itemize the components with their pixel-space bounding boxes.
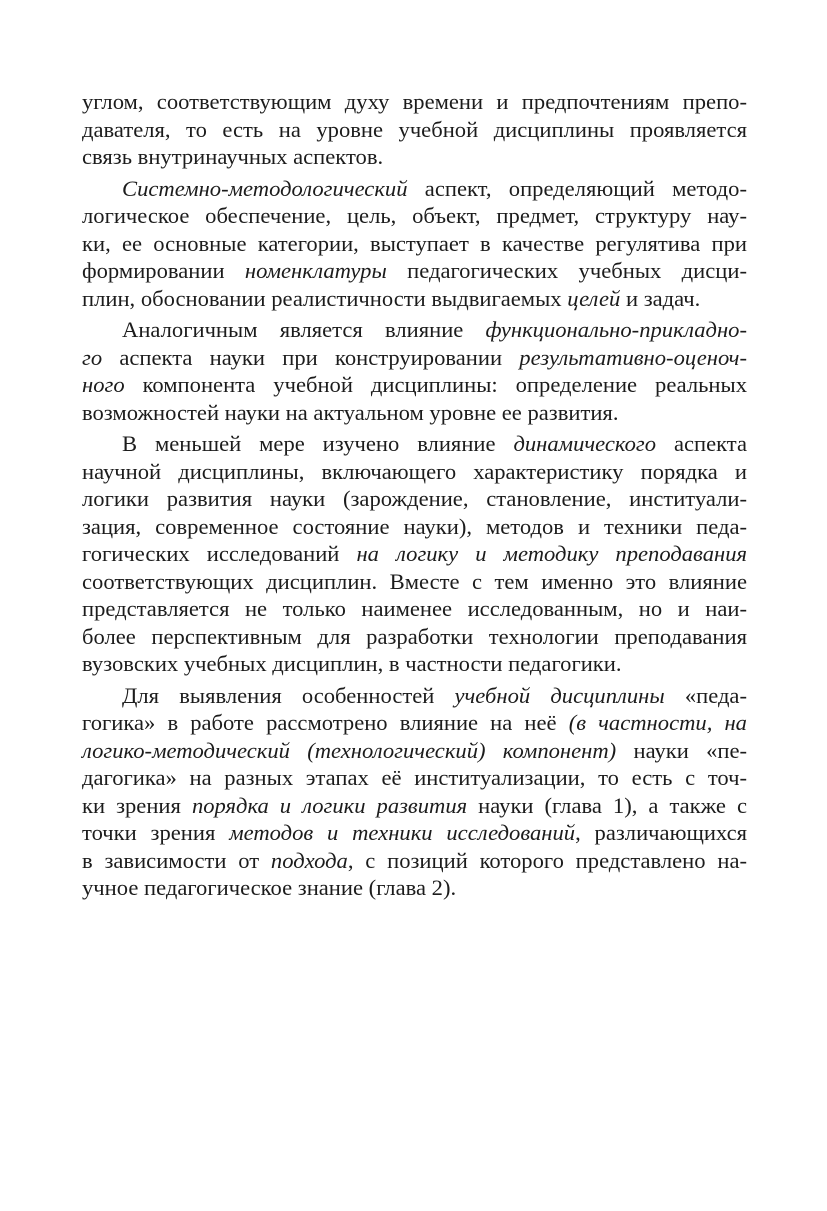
text-line — [82, 568, 747, 596]
text-line — [82, 485, 747, 513]
italic-run: ного — [82, 372, 125, 397]
text-run: аспекта — [656, 431, 747, 456]
text-line — [82, 458, 747, 486]
text-run: аспект, определяющий методо- — [407, 175, 747, 201]
text-run: логическое обеспечение, цель, объект, предмет, структуру нау- — [82, 203, 747, 228]
text-line — [82, 847, 747, 875]
text-run: научной дисциплины, включающего характеристику порядка и — [82, 458, 747, 484]
text-run: возможностей науки на актуальном уровне ее развития. — [82, 399, 619, 425]
text-line — [82, 257, 747, 285]
text-run: логики развития науки (зарождение, становление, институали- — [82, 486, 747, 511]
text-run: «педа- — [664, 682, 747, 708]
text-line — [82, 709, 747, 737]
paragraph — [82, 175, 747, 313]
italic-run: целей — [567, 285, 621, 311]
text-line — [82, 399, 747, 427]
text-line — [82, 513, 747, 541]
text-line — [82, 540, 747, 568]
text-line — [82, 344, 747, 372]
text-line — [82, 430, 747, 458]
text-run: дагогика» на разных этапах её институализации, то есть с точ- — [82, 765, 747, 790]
text-run: более перспективным для разработки технологии преподавания — [82, 623, 747, 649]
italic-run: логико-методический (технологический) компонент) — [82, 737, 617, 763]
text-run: и задач. — [620, 285, 701, 311]
text-run: , с позиций которого представлено на- — [347, 847, 748, 873]
text-line — [82, 595, 747, 623]
text-run: ки, ее основные категории, выступает в качестве регулятива при — [82, 230, 747, 256]
text-run: в зависимости от — [82, 847, 271, 873]
text-run: вузовских учебных дисциплин, в частности педагогики. — [82, 651, 622, 676]
text-run: представляется не только наименее исследованным, но и наи- — [82, 596, 747, 621]
paragraph — [82, 88, 747, 171]
text-run: Для выявления особенностей — [122, 682, 455, 708]
text-line — [82, 819, 747, 847]
italic-run: го — [82, 344, 103, 370]
italic-run: динамического — [513, 431, 657, 456]
text-run: науки «пе- — [616, 737, 748, 763]
italic-run: номенклатуры — [244, 258, 387, 283]
italic-run: Системно-методологический — [122, 175, 408, 201]
text-line — [82, 143, 747, 171]
text-line — [82, 371, 747, 399]
text-line — [82, 285, 747, 313]
text-run: соответствующих дисциплин. Вместе с тем именно это влияние — [82, 568, 747, 594]
text-line — [82, 88, 747, 116]
italic-run: методов и техники исследований — [229, 820, 576, 845]
text-line — [82, 202, 747, 230]
italic-run: учебной дисциплины — [454, 682, 665, 708]
text-run: гогических исследований — [82, 541, 357, 566]
text-run: точки зрения — [82, 820, 230, 845]
text-line — [82, 623, 747, 651]
text-run: науки (глава 1), а также с — [467, 792, 747, 818]
italic-run: подхода — [270, 847, 348, 873]
italic-run: результативно-оценоч- — [519, 344, 747, 370]
text-run: связь внутринаучных аспектов. — [82, 144, 384, 169]
text-run: В меньшей мере изучено влияние — [122, 431, 514, 456]
text-run: зация, современное состояние науки), методов и техники педа- — [82, 513, 747, 539]
italic-run: (в частности, на — [568, 710, 747, 735]
text-line — [82, 874, 747, 902]
text-line — [82, 792, 747, 820]
italic-run: функционально-прикладно- — [485, 317, 747, 342]
text-line — [82, 116, 747, 144]
body-text — [82, 88, 747, 902]
paragraph — [82, 430, 747, 678]
text-run: давателя, то есть на уровне учебной дисциплины проявляется — [82, 116, 747, 142]
text-run: углом, соответствующим духу времени и предпочтениям препо- — [82, 89, 747, 114]
paragraph — [82, 316, 747, 426]
text-run: компонента учебной дисциплины: определение реальных — [124, 372, 747, 397]
text-line — [82, 682, 747, 710]
text-run: гогика» в работе рассмотрено влияние на неё — [82, 710, 569, 735]
text-line — [82, 737, 747, 765]
text-run: аспекта науки при конструировании — [102, 344, 520, 370]
text-run: формировании — [82, 258, 245, 283]
text-run: , различающихся — [575, 820, 747, 845]
text-line — [82, 316, 747, 344]
text-run: плин, обосновании реалистичности выдвигаемых — [82, 285, 568, 311]
text-line — [82, 650, 747, 678]
text-run: педагогических учебных дисци- — [386, 258, 747, 283]
italic-run: порядка и логики развития — [191, 792, 468, 818]
text-line — [82, 175, 747, 203]
text-run: ки зрения — [82, 792, 192, 818]
paragraph — [82, 682, 747, 902]
italic-run: на логику и методику преподавания — [356, 541, 748, 566]
text-run: учное педагогическое знание (глава 2). — [82, 875, 457, 900]
text-run: Аналогичным является влияние — [122, 317, 486, 342]
text-line — [82, 764, 747, 792]
text-line — [82, 230, 747, 258]
